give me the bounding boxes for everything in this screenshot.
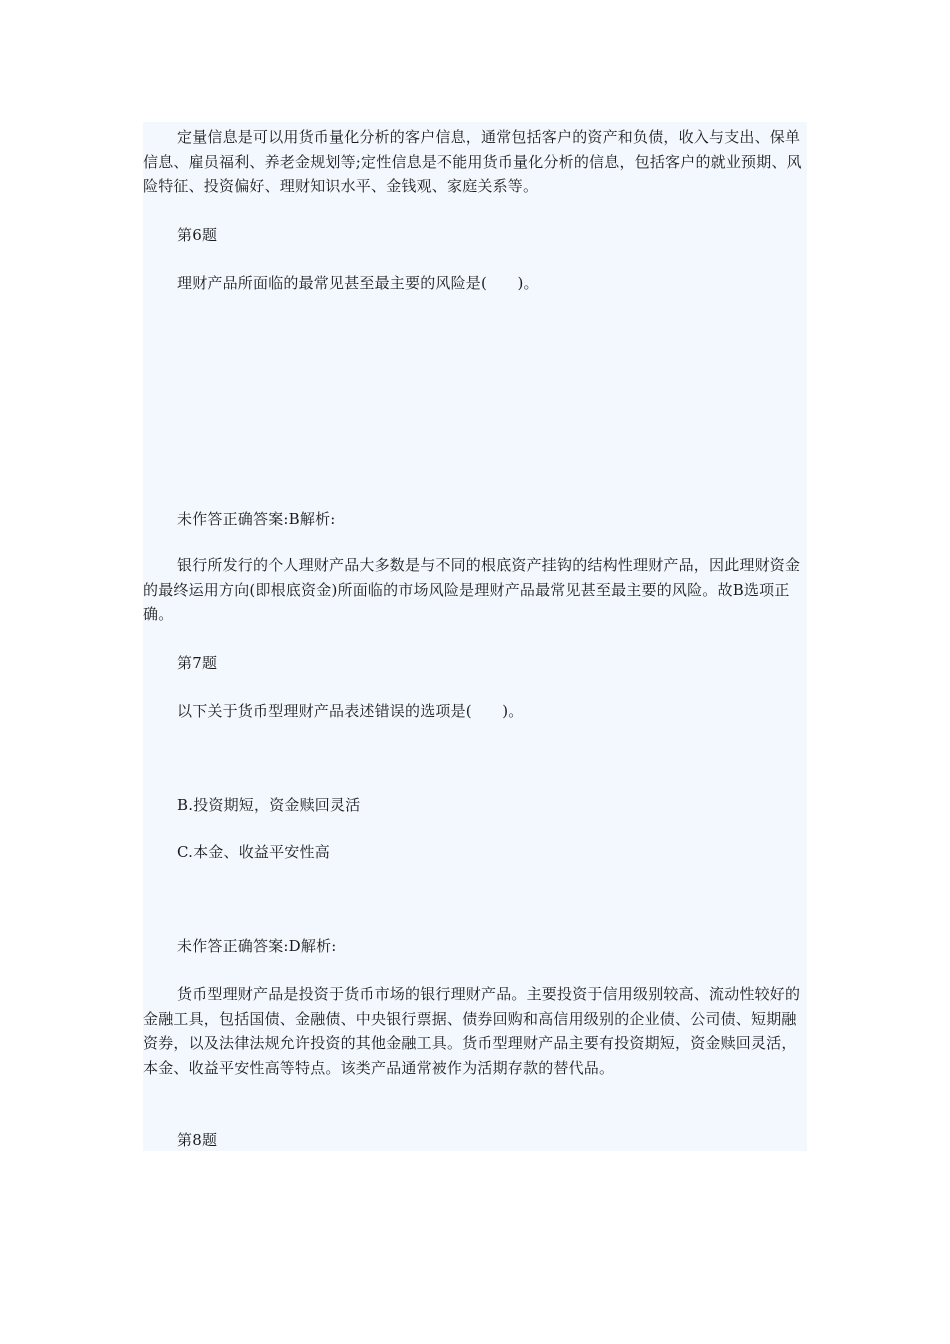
question-6-explanation: 银行所发行的个人理财产品大多数是与不同的根底资产挂钩的结构性理财产品，因此理财资金的最终运用方向(即根底资金)所面临的市场风险是理财产品最常见甚至最主要的风险。故B选项正确。	[143, 556, 801, 623]
question-7-answer: 未作答正确答案:D解析:	[177, 937, 337, 955]
question-7-option-c: C.本金、收益平安性高	[177, 843, 330, 861]
question-6-title: 第6题	[177, 226, 218, 244]
question-7-explanation: 货币型理财产品是投资于货币市场的银行理财产品。主要投资于信用级别较高、流动性较好的金融工具，包括国债、金融债、中央银行票据、债券回购和高信用级别的企业债、公司债、短期融资券，以及法律法规允许投资的其他金融工具。货币型理财产品主要有投资期短，资金赎回灵活，本金、收益平安性高等特点。该类产品通常被作为活期存款的替代品。	[143, 985, 801, 1077]
document-content	[143, 122, 807, 1151]
question-6-text: 理财产品所面临的最常见甚至最主要的风险是( )。	[177, 274, 539, 292]
question-7-text: 以下关于货币型理财产品表述错误的选项是( )。	[177, 702, 524, 720]
question-6-answer: 未作答正确答案:B解析:	[177, 510, 336, 528]
question-7-option-b: B.投资期短，资金赎回灵活	[177, 796, 361, 814]
question-7-title: 第7题	[177, 654, 218, 672]
question-8-title: 第8题	[177, 1131, 218, 1149]
intro-paragraph: 定量信息是可以用货币量化分析的客户信息，通常包括客户的资产和负债，收入与支出、保单信息、雇员福利、养老金规划等;定性信息是不能用货币量化分析的信息，包括客户的就业预期、风险特征、投资偏好、理财知识水平、金钱观、家庭关系等。	[143, 128, 802, 195]
